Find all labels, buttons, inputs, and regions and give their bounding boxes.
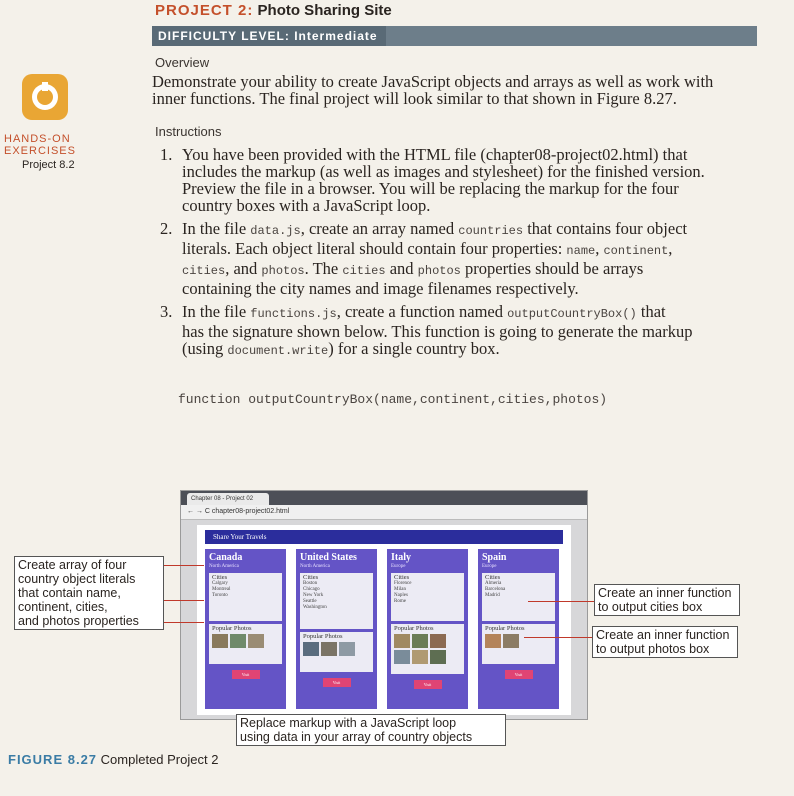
- instruction-line: (using document.write) for a single country box.: [182, 339, 500, 358]
- instruction-line: In the file functions.js, create a function named outputCountryBox() that: [182, 302, 666, 321]
- difficulty-bar: [152, 26, 757, 46]
- figure-number: FIGURE 8.27: [8, 752, 98, 767]
- callout-leader: [164, 600, 204, 601]
- instruction-item: [160, 303, 760, 360]
- country-name: United States: [300, 552, 357, 563]
- address-text: chapter08-project02.html: [211, 508, 290, 515]
- sidebar-label: [4, 133, 76, 157]
- photo-thumbnail: [248, 634, 264, 648]
- city-item: Barcelona: [485, 587, 506, 592]
- hands-on-icon: [22, 74, 68, 120]
- overview-line: inner functions. The final project will look similar to that shown in Figure 8.27.: [152, 89, 677, 108]
- photo-thumbnail: [412, 650, 428, 664]
- photo-thumbnail: [430, 634, 446, 648]
- project-reference: Project 8.2: [22, 159, 75, 171]
- visit-button: Visit: [232, 670, 260, 679]
- photo-thumbnail: [394, 650, 410, 664]
- country-name: Spain: [482, 552, 507, 563]
- city-item: Madrid: [485, 593, 500, 598]
- photo-thumbnail: [394, 634, 410, 648]
- city-item: Boston: [303, 581, 318, 586]
- cities-box: [391, 573, 464, 621]
- city-item: Seattle: [303, 599, 317, 604]
- instruction-line: literals. Each object literal should contain four properties: name, continent,: [182, 239, 673, 258]
- browser-screenshot: [180, 490, 588, 720]
- city-item: Almeria: [485, 581, 502, 586]
- difficulty-label: DIFFICULTY LEVEL: Intermediate: [152, 26, 386, 46]
- city-item: Chicago: [303, 587, 320, 592]
- cities-title: Cities: [394, 574, 410, 581]
- country-box: [296, 549, 377, 709]
- photos-box: [391, 624, 464, 674]
- cities-box: [209, 573, 282, 621]
- nav-arrows-icon: ← → C: [187, 508, 212, 515]
- photo-thumbnail: [321, 642, 337, 656]
- callout-line: using data in your array of country objects: [240, 730, 473, 744]
- callout-line: Create array of four: [18, 558, 127, 572]
- country-continent: Europe: [482, 564, 497, 569]
- figure-caption: [8, 752, 218, 767]
- country-box: [478, 549, 559, 709]
- overview-text: [152, 73, 762, 107]
- photo-thumbnail: [212, 634, 228, 648]
- callout-line: to output photos box: [596, 642, 710, 656]
- photos-title: Popular Photos: [303, 633, 343, 640]
- instruction-line: includes the markup (as well as images and stylesheet) for the finished version.: [182, 162, 705, 181]
- instruction-item: [160, 220, 760, 297]
- callout-leader: [528, 601, 594, 602]
- callout-loop: [236, 714, 506, 746]
- callout-line: Create an inner function: [596, 628, 730, 642]
- callout-photos: [592, 626, 738, 658]
- country-continent: North America: [300, 564, 330, 569]
- callout-line: and photos properties: [18, 614, 139, 628]
- photo-thumbnail: [430, 650, 446, 664]
- cities-title: Cities: [303, 574, 319, 581]
- figure-title: Completed Project 2: [100, 752, 219, 767]
- project-number: PROJECT 2:: [155, 2, 254, 19]
- photo-thumbnail: [230, 634, 246, 648]
- callout-line: to output cities box: [598, 600, 703, 614]
- overview-line: Demonstrate your ability to create JavaScript objects and arrays as well as work with: [152, 72, 714, 91]
- instruction-line: Preview the file in a browser. You will be replacing the markup for the four: [182, 179, 679, 198]
- instruction-line: In the file data.js, create an array named countries that contains four object: [182, 219, 688, 238]
- country-box: [387, 549, 468, 709]
- photo-thumbnail: [412, 634, 428, 648]
- callout-leader: [524, 637, 592, 638]
- callout-leader: [164, 622, 204, 623]
- callout-array: [14, 556, 164, 630]
- photos-box: [209, 624, 282, 664]
- callout-line: that contain name,: [18, 586, 121, 600]
- site-banner: Share Your Travels: [205, 530, 563, 544]
- callout-line: country object literals: [18, 572, 136, 586]
- city-item: Washington: [303, 605, 327, 610]
- city-item: Naples: [394, 593, 408, 598]
- instruction-line: You have been provided with the HTML file (chapter08-project02.html) that: [182, 145, 688, 164]
- cities-title: Cities: [212, 574, 228, 581]
- instruction-line: cities, and photos. The cities and photos properties should be arrays: [182, 259, 644, 278]
- instruction-line: country boxes with a JavaScript loop.: [182, 196, 431, 215]
- photos-title: Popular Photos: [394, 625, 434, 632]
- photo-thumbnail: [485, 634, 501, 648]
- photo-thumbnail: [303, 642, 319, 656]
- item-number: 3.: [160, 302, 173, 321]
- city-item: Rome: [394, 599, 406, 604]
- visit-button: Visit: [414, 680, 442, 689]
- photos-title: Popular Photos: [212, 625, 252, 632]
- browser-tabbar: [181, 491, 587, 505]
- country-continent: North America: [209, 564, 239, 569]
- city-item: Toronto: [212, 593, 228, 598]
- photos-title: Popular Photos: [485, 625, 525, 632]
- cities-box: [482, 573, 555, 621]
- callout-line: Replace markup with a JavaScript loop: [240, 716, 457, 730]
- instruction-item: [160, 146, 760, 214]
- exercises-text: EXERCISES: [4, 145, 76, 157]
- city-item: New York: [303, 593, 324, 598]
- callout-cities: [594, 584, 740, 616]
- cities-title: Cities: [485, 574, 501, 581]
- overview-heading: Overview: [155, 55, 210, 70]
- country-name: Canada: [209, 552, 243, 563]
- browser-tab: Chapter 08 - Project 02: [187, 493, 269, 505]
- hands-on-text: HANDS-ON: [4, 133, 71, 145]
- cities-box: [300, 573, 373, 629]
- function-signature: function outputCountryBox(name,continent,cities,photos): [178, 392, 608, 407]
- instruction-line: containing the city names and image filenames respectively.: [182, 279, 579, 298]
- city-item: Florence: [394, 581, 412, 586]
- city-item: Montreal: [212, 587, 231, 592]
- country-name: Italy: [391, 552, 411, 563]
- callout-line: Create an inner function: [598, 586, 732, 600]
- instruction-line: has the signature shown below. This function is going to generate the markup: [182, 322, 693, 341]
- photo-thumbnail: [339, 642, 355, 656]
- callout-line: continent, cities,: [18, 600, 108, 614]
- item-number: 2.: [160, 219, 173, 238]
- country-box: [205, 549, 286, 709]
- rendered-page: [197, 525, 571, 715]
- visit-button: Visit: [505, 670, 533, 679]
- photo-thumbnail: [503, 634, 519, 648]
- country-continent: Europe: [391, 564, 406, 569]
- item-number: 1.: [160, 145, 173, 164]
- instructions-list: [160, 146, 760, 366]
- city-item: Calgary: [212, 581, 228, 586]
- photos-box: [300, 632, 373, 672]
- callout-leader: [164, 565, 204, 566]
- project-name: Photo Sharing Site: [257, 2, 392, 19]
- instructions-heading: Instructions: [155, 124, 222, 139]
- photos-box: [482, 624, 555, 664]
- visit-button: Visit: [323, 678, 351, 687]
- address-bar: [181, 505, 587, 520]
- city-item: Milan: [394, 587, 406, 592]
- project-title: [155, 2, 392, 19]
